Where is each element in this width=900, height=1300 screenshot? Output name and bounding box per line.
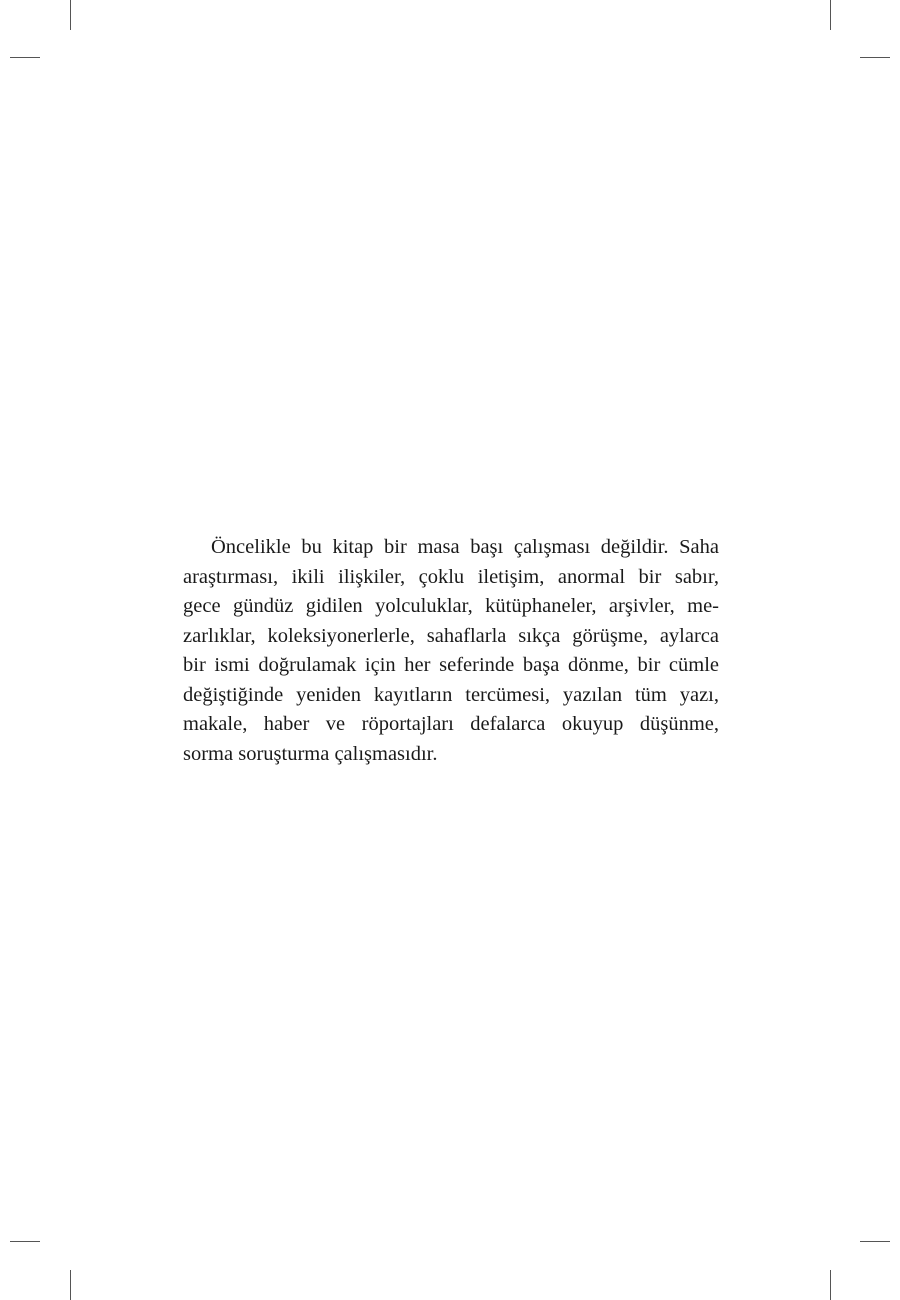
body-paragraph — [183, 533, 719, 769]
crop-mark-top-right-horizontal — [860, 57, 890, 58]
crop-mark-bottom-left-horizontal — [10, 1241, 40, 1242]
crop-mark-bottom-right-vertical — [830, 1270, 831, 1300]
crop-mark-top-left-horizontal — [10, 57, 40, 58]
paragraph-line: gece gündüz gidilen yolculuklar, kütüphaneler, arşivler, me- — [183, 595, 719, 617]
paragraph-line: araştırması, ikili ilişkiler, çoklu iletişim, anormal bir sabır, — [183, 565, 719, 588]
crop-mark-bottom-right-horizontal — [860, 1241, 890, 1242]
paragraph-line: zarlıklar, koleksiyonerlerle, sahaflarla sıkça görüşme, aylarca — [183, 624, 719, 647]
paragraph-line: bir ismi doğrulamak için her seferinde başa dönme, bir cümle — [183, 654, 719, 676]
paragraph-line: Öncelikle bu kitap bir masa başı çalışması değildir. Saha — [211, 536, 719, 558]
paragraph-line: makale, haber ve röportajları defalarca okuyup düşünme, — [183, 713, 719, 735]
paragraph-line: sorma soruşturma çalışmasıdır. — [183, 742, 438, 765]
crop-mark-bottom-left-vertical — [70, 1270, 71, 1300]
crop-mark-top-left-vertical — [70, 0, 71, 30]
crop-mark-top-right-vertical — [830, 0, 831, 30]
paragraph-line: değiştiğinde yeniden kayıtların tercümesi, yazılan tüm yazı, — [183, 683, 719, 706]
